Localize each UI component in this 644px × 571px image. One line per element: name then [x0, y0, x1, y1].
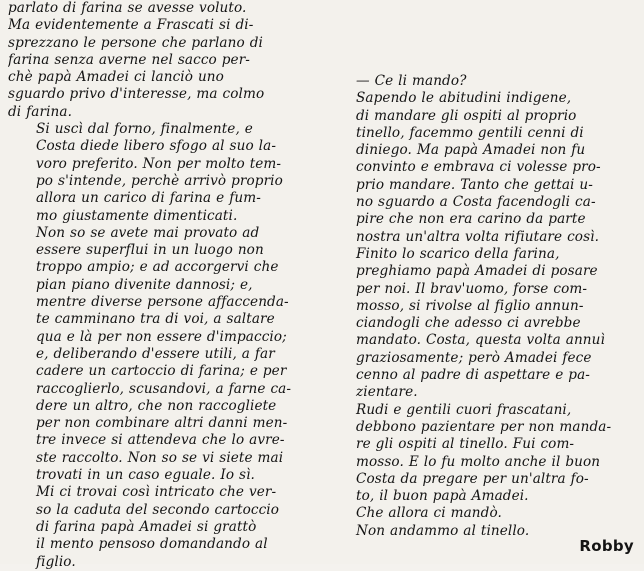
text-line: convinto e embrava ci volesse pro- — [356, 159, 601, 176]
text-line: cenno al padre di aspettare e pa- — [356, 367, 590, 384]
text-line: sguardo privo d'interesse, ma colmo — [8, 86, 265, 103]
text-line: Rudi e gentili cuori frascatani, — [356, 401, 572, 418]
text-line: preghiamo papà Amadei di posare — [356, 263, 598, 280]
paragraph — [8, 225, 315, 571]
text-column-right — [336, 73, 636, 540]
text-line: Finito lo scarico della farina, — [356, 245, 560, 262]
text-line: mo giustamente dimenticati. — [36, 207, 238, 224]
text-line: mosso. E lo fu molto anche il buon — [356, 453, 601, 470]
paragraph — [336, 402, 636, 506]
text-column-left — [8, 0, 315, 571]
text-line: per noi. Il brav'uomo, forse com- — [356, 280, 588, 297]
text-line: Sapendo le abitudini indigene, — [356, 90, 572, 107]
text-line: te camminano tra di voi, a saltare — [36, 311, 275, 328]
text-line: trovati in un caso eguale. Io sì. — [36, 467, 255, 484]
author-signature: Robby — [579, 537, 634, 555]
text-line: voro preferito. Non per molto tem- — [36, 155, 282, 172]
text-line: troppo ampio; e ad accorgervi che — [36, 259, 279, 276]
column-gutter — [325, 10, 326, 550]
paragraph — [8, 121, 315, 225]
text-line: Costa diede libero sfogo al suo la- — [36, 138, 277, 155]
text-line: zientare. — [356, 384, 418, 401]
text-line: figlio. — [36, 553, 76, 570]
text-line: Non so se avete mai provato ad — [36, 224, 260, 241]
text-line: per non combinare altri danni men- — [36, 415, 288, 432]
text-line: il mento pensoso domandando al — [36, 536, 268, 553]
text-line: Ma evidentemente a Frascati si di- — [8, 17, 254, 34]
text-line: debbono pazientare per non manda- — [356, 418, 612, 435]
text-line: Si uscì dal forno, finalmente, e — [36, 121, 253, 138]
text-line: cadere un cartoccio di farina; e per — [36, 363, 287, 380]
text-line: po s'intende, perchè arrivò proprio — [36, 172, 283, 189]
paragraph — [336, 246, 636, 402]
text-line: dere un altro, che non raccogliete — [36, 397, 277, 414]
text-line: so la caduta del secondo cartoccio — [36, 501, 280, 518]
paragraph — [8, 0, 315, 121]
text-line: nostra un'altra volta rifiutare così. — [356, 228, 600, 245]
text-line: Mi ci trovai così intricato che ver- — [36, 484, 277, 501]
text-line: tinello, facemmo gentili cenni di — [356, 124, 584, 141]
text-line: pire che non era carino da parte — [356, 211, 586, 228]
text-line: chè papà Amadei ci lanciò uno — [8, 69, 224, 86]
text-line: essere superflui in un luogo non — [36, 242, 264, 259]
text-line: allora un carico di farina e fum- — [36, 190, 261, 207]
paragraph — [336, 73, 636, 90]
paragraph — [336, 90, 636, 246]
text-line: mentre diverse persone affaccenda- — [36, 294, 289, 311]
text-line: ciandogli che adesso ci avrebbe — [356, 315, 581, 332]
text-line: graziosamente; però Amadei fece — [356, 349, 592, 366]
text-line: ste raccolto. Non so se vi siete mai — [36, 449, 284, 466]
text-line: tre invece si attendeva che lo avre- — [36, 432, 285, 449]
text-line: di mandare gli ospiti al proprio — [356, 107, 577, 124]
text-line: to, il buon papà Amadei. — [356, 488, 529, 505]
text-line: Costa da pregare per un'altra fo- — [356, 470, 589, 487]
text-line: Che allora ci mandò. — [356, 505, 502, 522]
text-line: di farina. — [8, 103, 73, 120]
text-line: diniego. Ma papà Amadei non fu — [356, 142, 586, 159]
text-line: e, deliberando d'essere utili, a far — [36, 345, 275, 362]
text-line: re gli ospiti al tinello. Fui com- — [356, 436, 575, 453]
text-line: qua e là per non essere d'impaccio; — [36, 328, 287, 345]
text-line: parlato di farina se avesse voluto. — [8, 0, 247, 16]
paragraph — [336, 505, 636, 522]
text-line: — Ce li mando? — [356, 73, 467, 89]
text-line: raccoglierlo, scusandovi, a farne ca- — [36, 380, 292, 397]
text-line: pian piano divenite dannosi; e, — [36, 276, 253, 293]
text-line: sprezzano le persone che parlano di — [8, 34, 263, 51]
text-line: prio mandare. Tanto che gettai u- — [356, 176, 593, 193]
text-line: farina senza averne nel sacco per- — [8, 51, 250, 68]
text-line: di farina papà Amadei si grattò — [36, 518, 257, 535]
text-line: mandato. Costa, questa volta annuì — [356, 332, 605, 349]
text-line: mosso, si rivolse al figlio annun- — [356, 297, 584, 314]
text-line: no sguardo a Costa facendogli ca- — [356, 194, 596, 211]
text-line: Non andammo al tinello. — [356, 522, 530, 539]
